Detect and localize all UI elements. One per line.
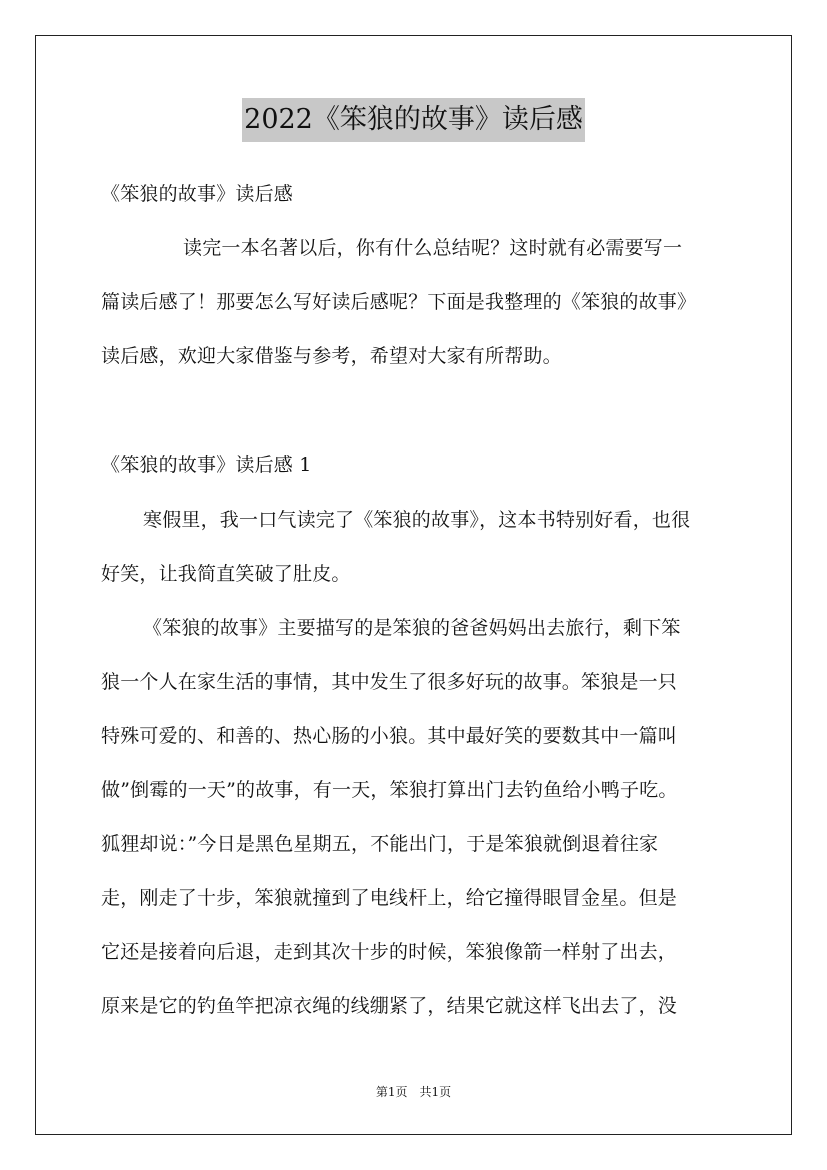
body-line: 寒假里，我一口气读完了《笨狼的故事》，这本书特别好看，也很 bbox=[143, 509, 691, 531]
section-heading: 《笨狼的故事》读后感 1 bbox=[101, 454, 312, 476]
document-subtitle: 《笨狼的故事》读后感 bbox=[101, 183, 294, 205]
body-line: 原来是它的钓鱼竿把凉衣绳的线绷紧了，结果它就这样飞出去了，没 bbox=[101, 995, 678, 1017]
body-line: 《笨狼的故事》主要描写的是笨狼的爸爸妈妈出去旅行，剩下笨 bbox=[143, 617, 681, 639]
title-container bbox=[0, 98, 827, 142]
body-line: 做”倒霉的一天”的故事，有一天，笨狼打算出门去钓鱼给小鸭子吃。 bbox=[101, 779, 678, 801]
body-line: 狐狸却说：”今日是黑色星期五，不能出门，于是笨狼就倒退着往家 bbox=[101, 833, 659, 855]
body-line: 狼一个人在家生活的事情，其中发生了很多好玩的故事。笨狼是一只 bbox=[101, 671, 678, 693]
page-footer: 第1页 共1页 bbox=[375, 1085, 452, 1099]
body-line: 它还是接着向后退，走到其次十步的时候，笨狼像箭一样射了出去， bbox=[101, 941, 678, 963]
body-line: 好笑，让我简直笑破了肚皮。 bbox=[101, 563, 351, 585]
body-line: 走，刚走了十步，笨狼就撞到了电线杆上，给它撞得眼冒金星。但是 bbox=[101, 887, 678, 909]
body-line: 特殊可爱的、和善的、热心肠的小狼。其中最好笑的要数其中一篇叫 bbox=[101, 725, 678, 747]
intro-line: 读后感，欢迎大家借鉴与参考，希望对大家有所帮助。 bbox=[101, 345, 562, 367]
intro-line: 读完一本名著以后，你有什么总结呢？这时就有必需要写一 bbox=[183, 237, 683, 259]
intro-line: 篇读后感了！那要怎么写好读后感呢？下面是我整理的《笨狼的故事》 bbox=[101, 291, 697, 313]
document-title: 2022《笨狼的故事》读后感 bbox=[242, 98, 585, 142]
